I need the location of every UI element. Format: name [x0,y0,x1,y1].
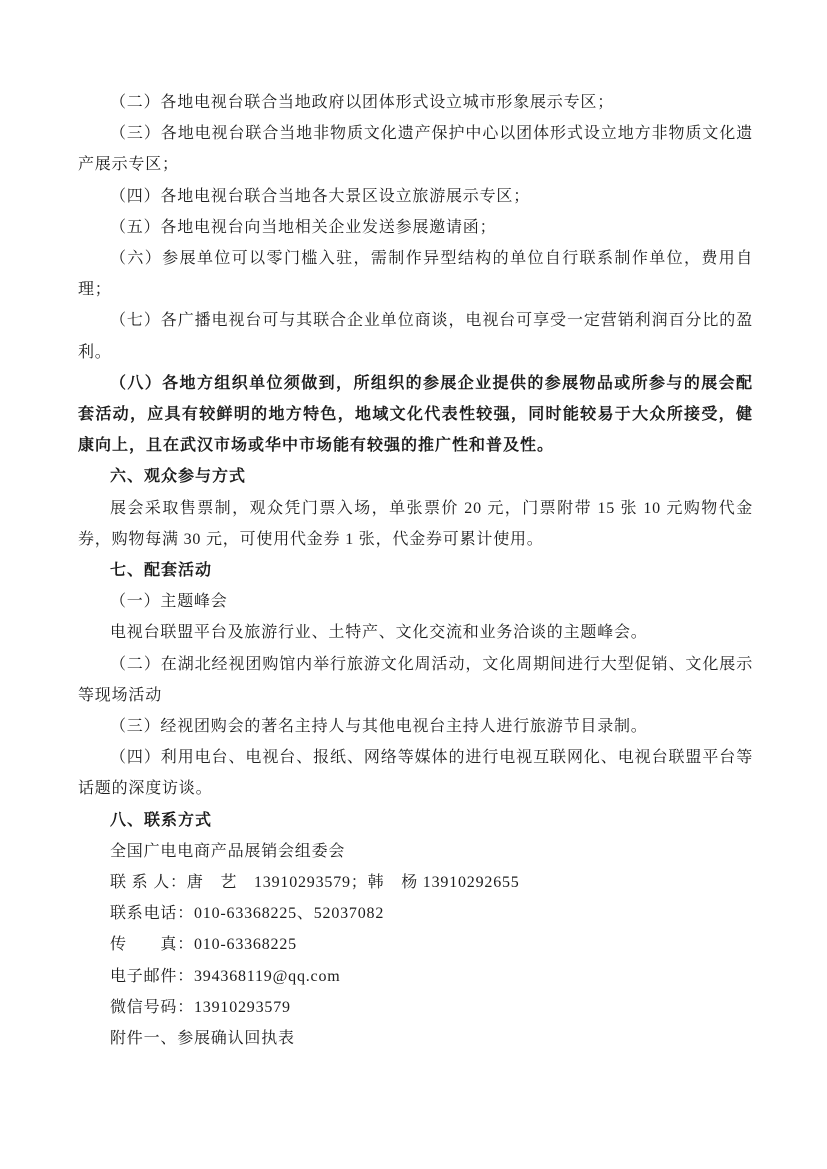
paragraph: （二）在湖北经视团购馆内举行旅游文化周活动，文化周期间进行大型促销、文化展示等现场活动 [78,655,753,704]
paragraph: （三）各地电视台联合当地非物质文化遗产保护中心以团体形式设立地方非物质文化遗产展示专区； [78,125,753,174]
paragraph: 联 系 人：唐 艺 13910293579；韩 杨 13910292655 [110,874,520,892]
paragraph: 展会采取售票制，观众凭门票入场，单张票价 20 元，门票附带 15 张 10 元购物代金券，购物每满 30 元，可使用代金券 1 张，代金券可累计使用。 [78,499,753,548]
paragraph: （四）利用电台、电视台、报纸、网络等媒体的进行电视互联网化、电视台联盟平台等话题的深度访谈。 [78,749,753,798]
paragraph: 附件一、参展确认回执表 [110,1030,295,1048]
paragraph: 电视台联盟平台及旅游行业、土特产、文化交流和业务洽谈的主题峰会。 [110,624,648,642]
section-heading: 七、配套活动 [110,562,213,580]
paragraph: 传 真：010-63368225 [110,936,297,954]
document-body [78,87,753,1054]
paragraph: 电子邮件：394368119@qq.com [110,967,341,985]
paragraph: （七）各广播电视台可与其联合企业单位商谈，电视台可享受一定营销利润百分比的盈利。 [78,312,753,361]
paragraph: 微信号码：13910293579 [110,998,291,1016]
paragraph: 全国广电电商产品展销会组委会 [110,842,346,860]
paragraph: （四）各地电视台联合当地各大景区设立旅游展示专区； [110,187,531,205]
paragraph: （五）各地电视台向当地相关企业发送参展邀请函； [110,218,497,236]
section-heading: 六、观众参与方式 [110,468,247,486]
section-heading: 八、联系方式 [110,811,213,829]
paragraph: （二）各地电视台联合当地政府以团体形式设立城市形象展示专区； [110,94,615,111]
paragraph: （一）主题峰会 [110,593,228,611]
paragraph: （三）经视团购会的著名主持人与其他电视台主持人进行旅游节目录制。 [110,718,648,736]
paragraph: 联系电话：010-63368225、52037082 [110,905,385,923]
paragraph: （八）各地方组织单位须做到，所组织的参展企业提供的参展物品或所参与的展会配套活动，应具有较鲜明的地方特色，地域文化代表性较强，同时能较易于大众所接受，健康向上，且在武汉市场或华中市场能有较强的推广性和普及性。 [78,374,753,455]
paragraph: （六）参展单位可以零门槛入驻，需制作异型结构的单位自行联系制作单位，费用自理； [78,250,753,299]
